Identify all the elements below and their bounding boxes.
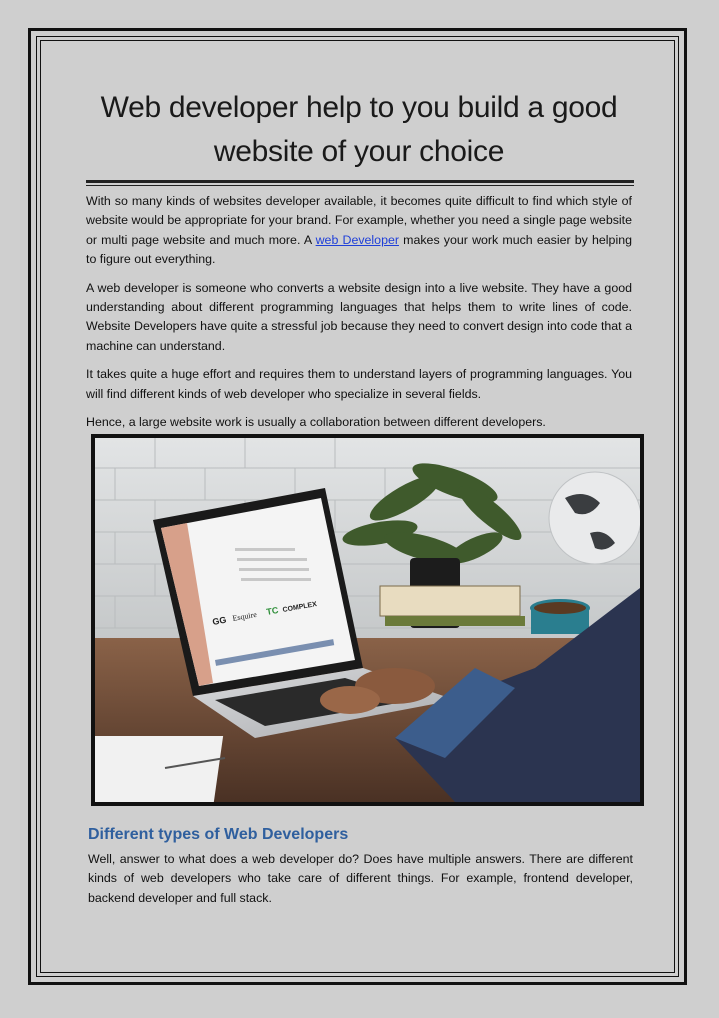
screen-logo-complex: COMPLEX — [282, 601, 318, 614]
intro-paragraph — [86, 192, 632, 270]
document-title: Web developer help to you build a good website of your choice — [100, 91, 618, 168]
screen-logo-esquire: Esquire — [231, 609, 258, 623]
laptop-photo — [91, 434, 644, 806]
intro-text-after-link: makes your work much easier by helping to figure out everything. — [86, 232, 632, 267]
intro-text-before-link: With so many kinds of websites developer available, it becomes quite difficult to find which style of website would be appropriate for your brand. For example, whether you need a single page website or multi page website and much more. A — [86, 194, 632, 247]
title-underline-rule — [86, 180, 634, 186]
laptop-photo-scene — [95, 438, 640, 802]
document-content — [86, 86, 632, 441]
screen-logo-tc: TC — [265, 605, 280, 617]
paragraph-effort: It takes quite a huge effort and requires them to understand layers of programming languages. You will find different kinds of web developer who specialize in several fields. — [86, 367, 632, 401]
section-paragraph: Well, answer to what does a web developer do? Does have multiple answers. There are different kinds of web developers who take care of different things. For example, frontend developer, backend developer and full stack. — [88, 852, 633, 905]
paragraph-what-is-web-developer: A web developer is someone who converts a website design into a live website. They have a good understanding about different programming languages that helps them to write lines of code. Website Developers have quite a stressful job because they need to convert design into code that a machine can understand. — [86, 280, 632, 353]
screen-logo-gg: GG — [211, 614, 228, 627]
paragraph-collaboration: Hence, a large website work is usually a collaboration between different developers. — [86, 415, 546, 430]
section-heading: Different types of Web Developers — [88, 826, 349, 843]
section-content — [88, 850, 633, 917]
photo-illustration — [95, 438, 640, 802]
web-developer-link[interactable]: web Developer — [315, 232, 399, 247]
